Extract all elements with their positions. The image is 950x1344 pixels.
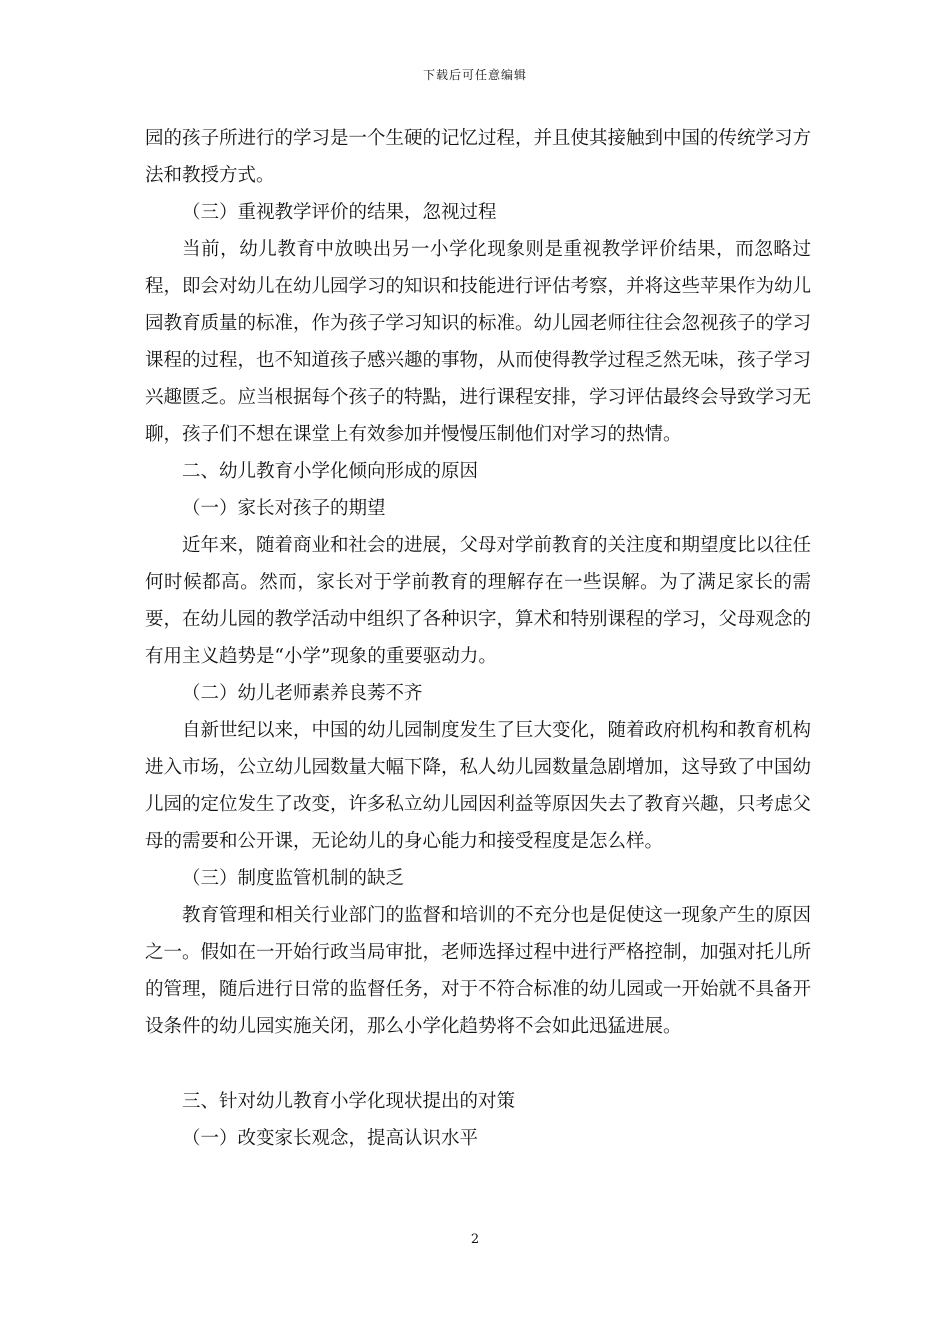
document-body — [145, 120, 811, 1157]
section-heading-3: （一）家长对孩子的期望 — [182, 498, 386, 519]
section-heading-3: （三）制度监管机制的缺乏 — [182, 868, 405, 889]
page-header: 下载后可任意编辑 — [422, 68, 527, 82]
section-heading-2: 二、幼儿教育小学化倾向形成的原因 — [182, 461, 479, 482]
body-paragraph: 教育管理和相关行业部门的监督和培训的不充分也是促使这一现象产生的原因之一。假如在一开始行政当局审批，老师选择过程中进行严格控制，加强对托儿所的管理，随后进行日常的监督任务，对于不符合标准的幼儿园或一开始就不具备开设条件的幼儿园实施关闭，那么小学化趋势将不会如此迅猛进展。 — [145, 905, 812, 1037]
body-paragraph: 自新世纪以来，中国的幼儿园制度发生了巨大变化，随着政府机构和教育机构进入市场，公立幼儿园数量大幅下降，私人幼儿园数量急剧增加，这导致了中国幼儿园的定位发生了改变，许多私立幼儿园因利益等原因失去了教育兴趣，只考虑父母的需要和公开课，无论幼儿的身心能力和接受程度是怎么样。 — [145, 720, 812, 852]
body-paragraph: 园的孩子所进行的学习是一个生硬的记忆过程，并且使其接触到中国的传统学习方法和教授方式。 — [145, 128, 812, 186]
body-paragraph: 近年来，随着商业和社会的进展，父母对学前教育的关注度和期望度比以往任何时候都高。然而，家长对于学前教育的理解存在一些误解。为了满足家长的需要，在幼儿园的教学活动中组织了各种识字，算术和特别课程的学习，父母观念的有用主义趋势是“小学”现象的重要驱动力。 — [145, 535, 812, 667]
section-heading-3: （一）改变家长观念，提高认识水平 — [182, 1128, 479, 1149]
page-number: 2 — [470, 1232, 480, 1247]
paragraph-gap — [145, 1045, 811, 1083]
section-heading-2: 三、针对幼儿教育小学化现状提出的对策 — [182, 1091, 516, 1112]
section-heading-3: （二）幼儿老师素养良莠不齐 — [182, 683, 423, 704]
section-heading-3: （三）重视教学评价的结果，忽视过程 — [182, 202, 497, 223]
body-paragraph: 当前，幼儿教育中放映出另一小学化现象则是重视教学评价结果，而忽略过程，即会对幼儿在幼儿园学习的知识和技能进行评估考察，并将这些苹果作为幼儿园教育质量的标准，作为孩子学习知识的标准。幼儿园老师往往会忽视孩子的学习课程的过程，也不知道孩子感兴趣的事物，从而使得教学过程乏然无味，孩子学习兴趣匮乏。应当根据每个孩子的特點，进行课程安排，学习评估最终会导致学习无聊，孩子们不想在课堂上有效参加并慢慢压制他们对学习的热情。 — [145, 239, 812, 445]
